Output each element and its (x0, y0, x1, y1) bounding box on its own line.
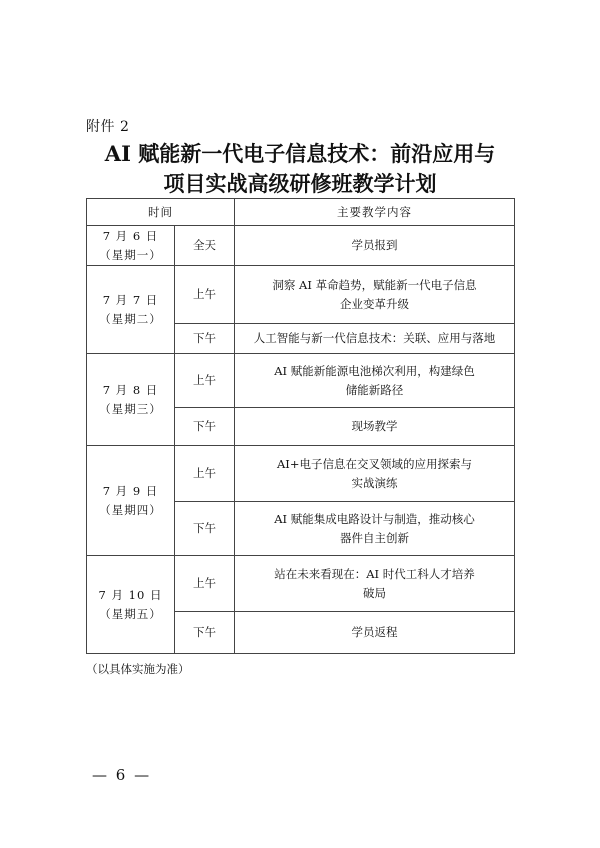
period-cell: 全天 (175, 226, 235, 266)
weekday-text: （星期五） (99, 606, 162, 621)
weekday-text: （星期一） (99, 247, 162, 262)
content-line: 学员返程 (351, 625, 398, 639)
period-cell: 下午 (175, 324, 235, 354)
content-cell (235, 502, 515, 556)
content-line: AI+电子信息在交叉领域的应用探索与 (277, 456, 472, 471)
content-cell (235, 324, 515, 354)
period-cell: 下午 (175, 408, 235, 446)
date-text: 7 月 9 日 (102, 483, 159, 498)
table-row (87, 266, 515, 324)
header-content: 主要教学内容 (235, 199, 515, 226)
content-line: 人工智能与新一代信息技术：关联、应用与落地 (253, 331, 496, 345)
content-cell (235, 612, 515, 654)
content-line: 学员报到 (351, 238, 398, 252)
period-cell: 上午 (175, 354, 235, 408)
date-cell (87, 226, 175, 266)
table-row (87, 446, 515, 502)
date-cell (87, 556, 175, 654)
content-line: 企业变革升级 (340, 296, 409, 311)
date-cell (87, 354, 175, 446)
content-line: 现场教学 (351, 419, 398, 433)
weekday-text: （星期四） (99, 502, 162, 517)
content-line: 实战演练 (351, 475, 398, 490)
document-title-line-2: 项目实战高级研修班教学计划 (163, 171, 437, 196)
date-text: 7 月 10 日 (98, 587, 163, 602)
weekday-text: （星期三） (99, 401, 162, 416)
schedule-table (86, 198, 515, 654)
date-cell (87, 266, 175, 354)
weekday-text: （星期二） (99, 311, 162, 326)
period-cell: 下午 (175, 612, 235, 654)
period-cell: 上午 (175, 446, 235, 502)
page-number: — 6 — (92, 766, 152, 784)
content-line: 站在未来看现在：AI 时代工科人才培养 (274, 566, 475, 581)
content-cell (235, 266, 515, 324)
content-cell (235, 354, 515, 408)
content-line: 洞察 AI 革命趋势，赋能新一代电子信息 (272, 277, 477, 292)
date-text: 7 月 8 日 (102, 382, 159, 397)
content-cell (235, 408, 515, 446)
footnote: （以具体实施为准） (86, 662, 190, 676)
content-line: 破局 (363, 585, 386, 600)
content-cell (235, 226, 515, 266)
period-cell: 下午 (175, 502, 235, 556)
date-cell (87, 446, 175, 556)
content-line: 器件自主创新 (340, 530, 409, 545)
date-text: 7 月 6 日 (102, 228, 159, 243)
period-cell: 上午 (175, 266, 235, 324)
period-cell: 上午 (175, 556, 235, 612)
content-cell (235, 556, 515, 612)
header-time: 时间 (87, 199, 235, 226)
document-title-line-1: AI 赋能新一代电子信息技术：前沿应用与 (104, 141, 496, 166)
table-row (87, 354, 515, 408)
date-text: 7 月 7 日 (102, 292, 159, 307)
table-row (87, 556, 515, 612)
content-line: 储能新路径 (345, 382, 404, 397)
content-cell (235, 446, 515, 502)
attachment-label: 附件 2 (86, 119, 130, 135)
content-line: AI 赋能集成电路设计与制造，推动核心 (274, 511, 475, 526)
table-row (87, 226, 515, 266)
table-header-row (87, 199, 515, 226)
content-line: AI 赋能新能源电池梯次利用，构建绿色 (274, 363, 475, 378)
